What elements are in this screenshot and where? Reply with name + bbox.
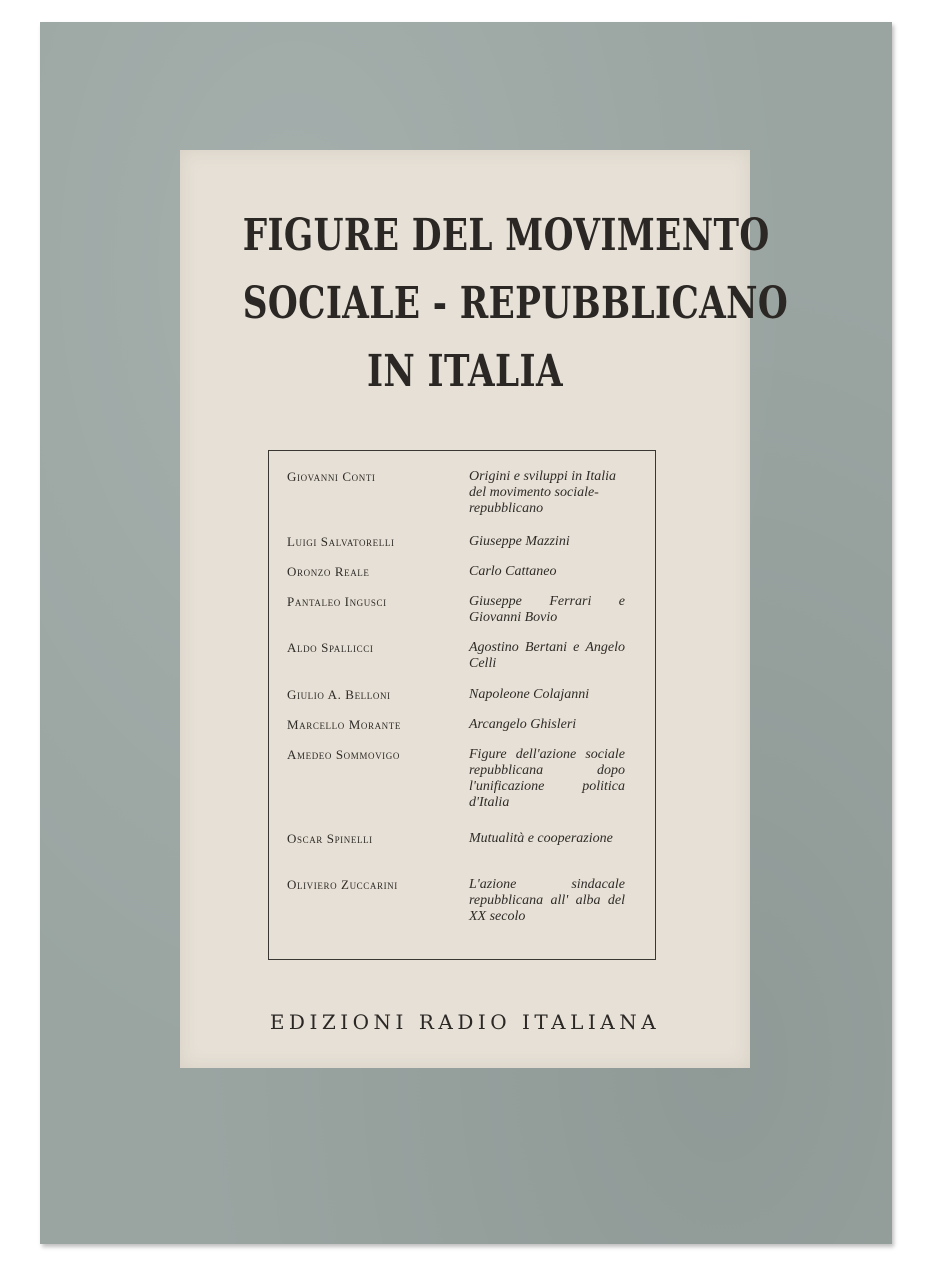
entry-work: L'azione sindacale repubblicana all' alba del XX secolo <box>469 877 625 924</box>
entry-author: Giovanni Conti <box>287 469 376 484</box>
entry-author: Oronzo Reale <box>287 564 370 579</box>
book-title <box>242 202 789 406</box>
title-line-3: IN ITALIA <box>366 346 564 397</box>
title-line-2: SOCIALE - REPUBBLICANO <box>242 278 789 329</box>
entry-author: Aldo Spallicci <box>287 640 374 655</box>
entry-work: Giuseppe Ferrari e Giovanni Bovio <box>469 594 625 625</box>
entry-work: Giuseppe Mazzini <box>469 534 570 549</box>
publisher-name: EDIZIONI RADIO ITALIANA <box>269 1010 661 1034</box>
entry-work: Origini e sviluppi in Italia del movimento sociale-repubblicano <box>469 469 616 516</box>
entry-author: Oscar Spinelli <box>287 831 373 846</box>
entry-author: Oliviero Zuccarini <box>287 877 398 892</box>
entry-author: Luigi Salvatorelli <box>287 534 395 549</box>
contents-box <box>268 450 656 960</box>
entry-author: Marcello Morante <box>287 717 401 732</box>
entry-author: Amedeo Sommovigo <box>287 747 400 762</box>
title-line-1: FIGURE DEL MOVIMENTO <box>242 210 770 261</box>
entry-work: Napoleone Colajanni <box>469 687 590 702</box>
entry-work: Mutualità e cooperazione <box>469 831 613 846</box>
book-cover <box>40 22 892 1244</box>
entry-work: Carlo Cattaneo <box>469 564 557 579</box>
entry-author: Pantaleo Ingusci <box>287 594 387 609</box>
entry-work: Figure dell'azione sociale repubblicana dopo l'unificazione politica d'Italia <box>469 747 625 810</box>
entry-work: Agostino Bertani e Angelo Celli <box>469 640 625 671</box>
cover-label <box>180 150 789 1068</box>
entry-author: Giulio A. Belloni <box>287 687 391 702</box>
entry-work: Arcangelo Ghisleri <box>469 717 577 732</box>
